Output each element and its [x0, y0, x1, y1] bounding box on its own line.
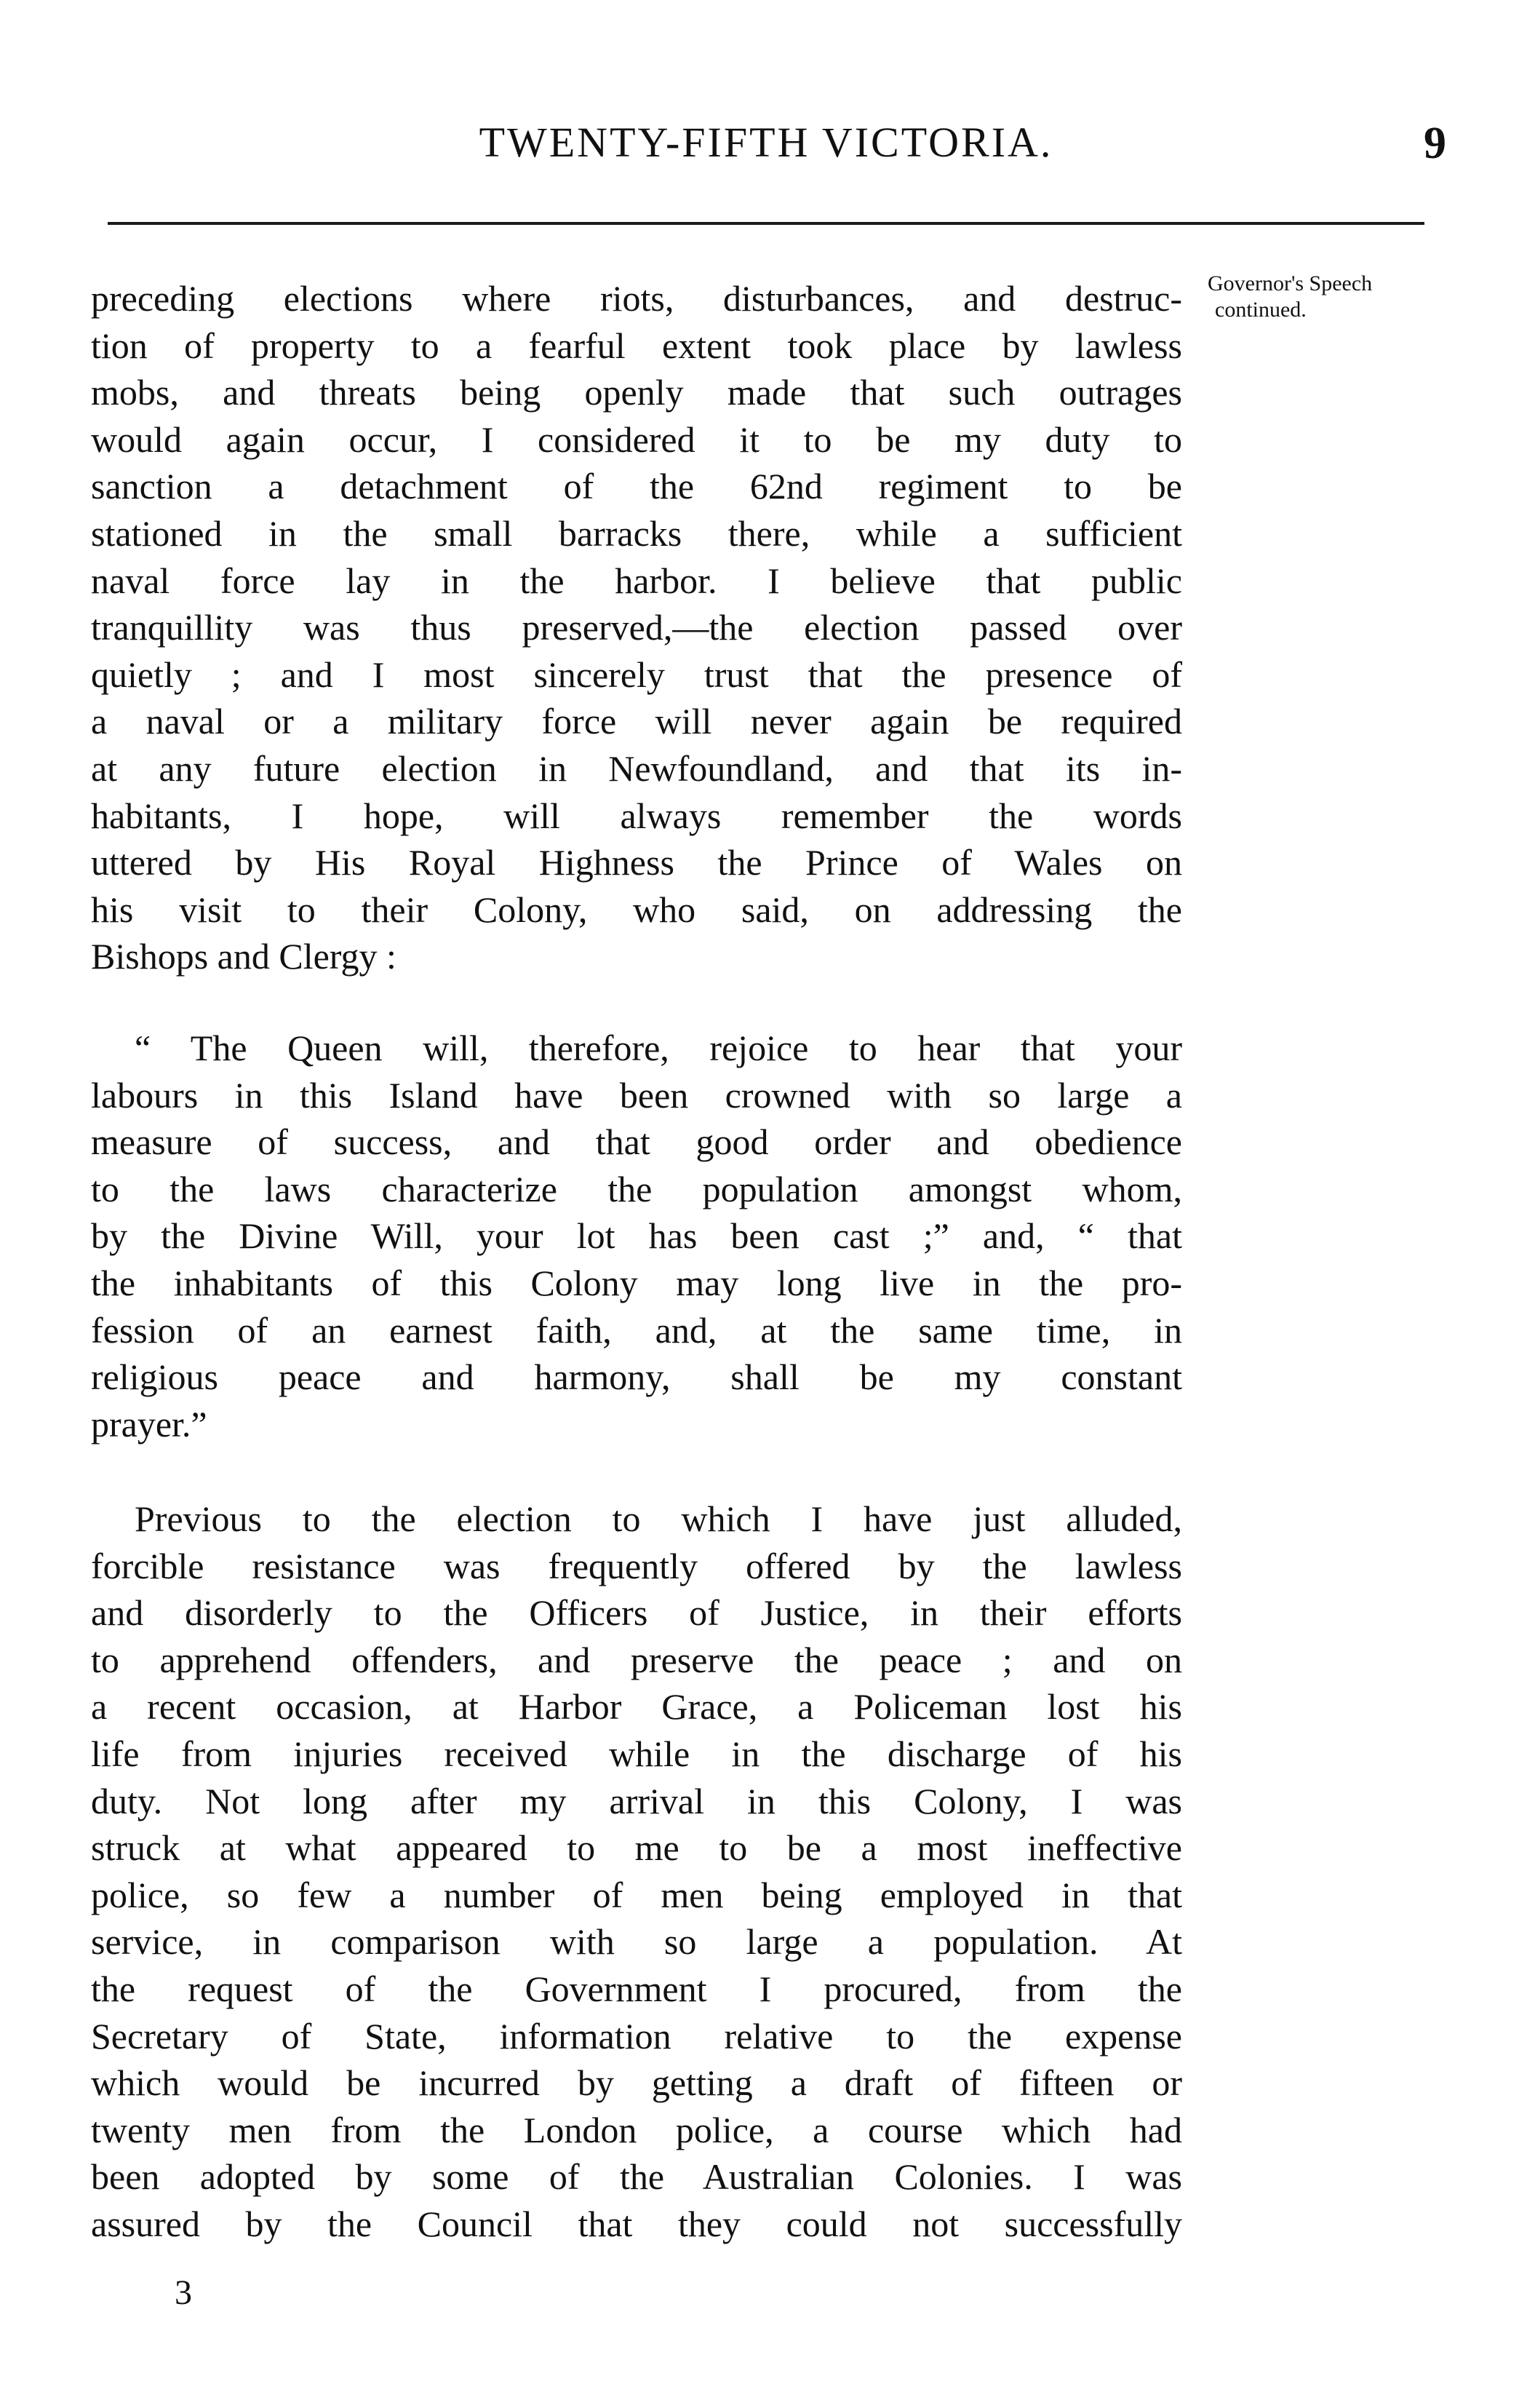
header-rule — [108, 222, 1424, 225]
text-line: quietly ; and I most sincerely trust that the presence of — [91, 653, 1182, 695]
text-line: service, in comparison with so large a population. At — [91, 1921, 1182, 1963]
text-line: naval force lay in the harbor. I believe that public — [91, 560, 1182, 601]
text-line: a naval or a military force will never again be required — [91, 701, 1182, 742]
text-line: prayer.” — [91, 1403, 207, 1445]
text-line: assured by the Council that they could not successfully — [91, 2203, 1182, 2244]
text-line: his visit to their Colony, who said, on addressing the — [91, 889, 1182, 930]
signature-mark: 3 — [175, 2273, 192, 2312]
text-line: police, so few a number of men being employed in that — [91, 1874, 1182, 1915]
text-line: fession of an earnest faith, and, at the same time, in — [91, 1309, 1182, 1351]
royal-quotation — [91, 1025, 1182, 1447]
text-line: tion of property to a fearful extent took place by lawless — [91, 325, 1182, 366]
text-line: which would be incurred by getting a draft of fifteen or — [91, 2062, 1182, 2104]
text-line: to the laws characterize the population amongst whom, — [91, 1168, 1182, 1209]
page-number: 9 — [1424, 119, 1446, 168]
text-line: and disorderly to the Officers of Justice, in their efforts — [91, 1592, 1182, 1634]
text-line: forcible resistance was frequently offered by the lawless — [91, 1545, 1182, 1586]
text-line: sanction a detachment of the 62nd regiment to be — [91, 466, 1182, 507]
text-line: been adopted by some of the Australian Colonies. I was — [91, 2156, 1182, 2198]
text-line: habitants, I hope, will always remember the words — [91, 795, 1182, 836]
text-line: the request of the Government I procured, from the — [91, 1968, 1182, 2009]
text-line: Previous to the election to which I have just alluded, — [135, 1498, 1182, 1539]
margin-note — [1208, 271, 1448, 323]
text-line: twenty men from the London police, a course which had — [91, 2109, 1182, 2150]
paragraph-elections — [91, 275, 1182, 980]
text-line: preceding elections where riots, disturbances, and destruc- — [91, 278, 1182, 319]
margin-note-line: Governor's Speech — [1208, 271, 1373, 295]
text-line: to apprehend offenders, and preserve the peace ; and on — [91, 1639, 1182, 1680]
running-head — [108, 118, 1446, 176]
text-line: the inhabitants of this Colony may long live in the pro- — [91, 1262, 1182, 1303]
text-line: religious peace and harmony, shall be my constant — [91, 1356, 1182, 1398]
text-line: duty. Not long after my arrival in this Colony, I was — [91, 1780, 1182, 1821]
text-line: labours in this Island have been crowned with so large a — [91, 1074, 1182, 1116]
paragraph-police — [91, 1495, 1182, 2248]
text-line: measure of success, and that good order and obedience — [91, 1121, 1182, 1163]
text-line: by the Divine Will, your lot has been cast ;” and, “ that — [91, 1215, 1182, 1257]
text-line: Secretary of State, information relative to the expense — [91, 2015, 1182, 2057]
text-line: mobs, and threats being openly made that such outrages — [91, 372, 1182, 413]
text-line: Bishops and Clergy : — [91, 936, 396, 977]
running-title: TWENTY-FIFTH VICTORIA. — [479, 119, 1053, 166]
text-line: “ The Queen will, therefore, rejoice to hear that your — [135, 1028, 1182, 1068]
text-line: at any future election in Newfoundland, and that its in- — [91, 747, 1182, 789]
text-line: life from injuries received while in the discharge of his — [91, 1733, 1182, 1774]
text-line: would again occur, I considered it to be my duty to — [91, 418, 1182, 460]
margin-note-line: continued. — [1215, 298, 1307, 322]
text-line: tranquillity was thus preserved,—the election passed over — [91, 607, 1182, 648]
text-line: struck at what appeared to me to be a most ineffective — [91, 1827, 1182, 1869]
text-line: stationed in the small barracks there, while a sufficient — [91, 512, 1182, 554]
text-line: uttered by His Royal Highness the Prince of Wales on — [91, 842, 1182, 883]
text-line: a recent occasion, at Harbor Grace, a Policeman lost his — [91, 1686, 1182, 1728]
